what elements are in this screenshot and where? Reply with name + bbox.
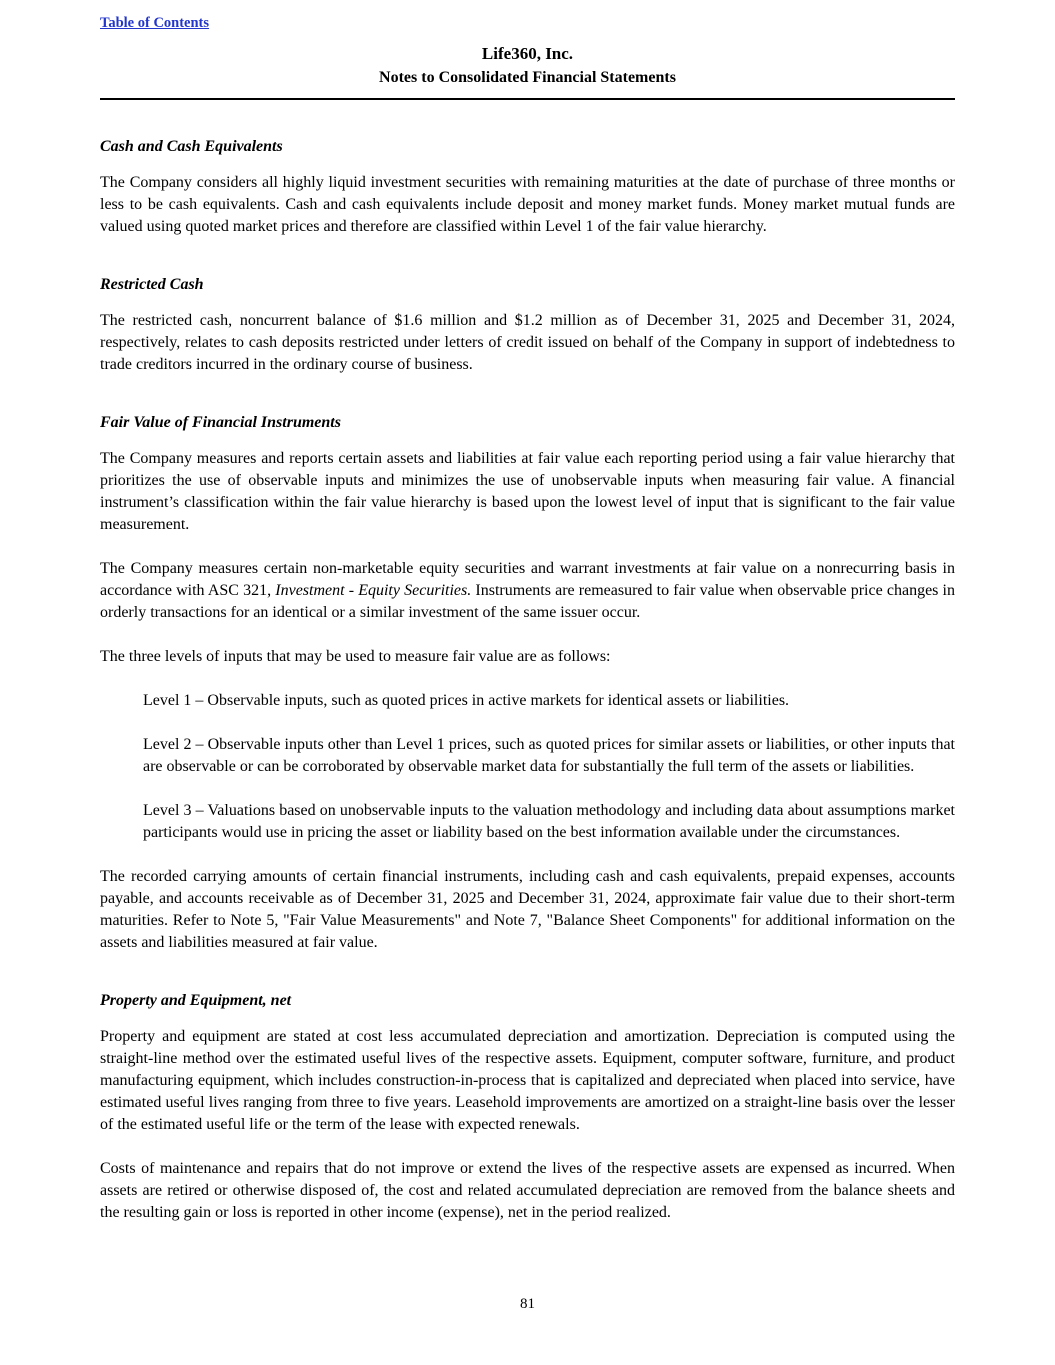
- section-heading-restricted-cash: Restricted Cash: [100, 276, 204, 293]
- table-of-contents-link[interactable]: Table of Contents: [100, 15, 210, 31]
- paragraph-level-3: Level 3 – Valuations based on unobservable inputs to the valuation methodology and including data about assumptions market participants would use in pricing the asset or liability based on the best information available under the circumstances.: [143, 802, 955, 841]
- page-number: 81: [520, 1296, 535, 1312]
- section-heading-cash-and-cash-equivalents: Cash and Cash Equivalents: [100, 138, 283, 155]
- paragraph-level-1: Level 1 – Observable inputs, such as quoted prices in active markets for identical assets or liabilities.: [143, 692, 790, 709]
- document-header: [100, 42, 955, 90]
- paragraph-cash-equivalents: The Company considers all highly liquid investment securities with remaining maturities at the date of purchase of three months or less to be cash equivalents. Cash and cash equivalents include deposit and money market funds. Money market mutual funds are valued using quoted market prices and therefore are classified within Level 1 of the fair value hierarchy.: [100, 174, 955, 235]
- paragraph-fair-value-4: The recorded carrying amounts of certain financial instruments, including cash and cash equivalents, prepaid expenses, accounts payable, and accounts receivable as of December 31, 2025 and December 31, 2024, approximate fair value due to their short-term maturities. Refer to Note 5, "Fair Value Measurements" and Note 7, "Balance Sheet Components" for additional information on the assets and liabilities measured at fair value.: [100, 868, 955, 951]
- paragraph-fair-value-2-lead: The Company measures certain non-marketable equity securities and warrant investments at fair value on a nonrecurring basis in accordance with ASC 321,: [100, 560, 955, 599]
- paragraph-fair-value-intro: The three levels of inputs that may be used to measure fair value are as follows:: [100, 648, 611, 665]
- header-divider: [100, 98, 955, 100]
- section-heading-property-equipment: Property and Equipment, net: [100, 992, 292, 1009]
- document-title: Notes to Consolidated Financial Statements: [379, 69, 676, 86]
- paragraph-fair-value-1: The Company measures and reports certain assets and liabilities at fair value each reporting period using a fair value hierarchy that prioritizes the use of observable inputs and minimizes the use of unobservable inputs when measuring fair value. A financial instrument’s classification within the fair value hierarchy is based upon the lowest level of input that is significant to the fair value measurement.: [100, 450, 955, 533]
- paragraph-restricted-cash: The restricted cash, noncurrent balance of $1.6 million and $1.2 million as of December 31, 2025 and December 31, 2024, respectively, relates to cash deposits restricted under letters of credit issued on behalf of the Company in support of indebtedness to trade creditors incurred in the ordinary course of business.: [100, 312, 955, 373]
- paragraph-fair-value-2-tail: Instruments are remeasured to fair value when observable price changes in orderly transactions for an identical or a similar investment of the same issuer occur.: [100, 582, 955, 621]
- paragraph-fair-value-2-citation: Investment - Equity Securities.: [275, 582, 472, 599]
- company-title: Life360, Inc.: [481, 44, 574, 63]
- section-heading-fair-value: Fair Value of Financial Instruments: [100, 414, 341, 431]
- paragraph-level-2: Level 2 – Observable inputs other than Level 1 prices, such as quoted prices for similar assets or liabilities, or other inputs that are observable or can be corroborated by observable market data for substantially the full term of the assets or liabilities.: [143, 736, 955, 775]
- paragraph-property-equipment-2: Costs of maintenance and repairs that do not improve or extend the lives of the respective assets are expensed as incurred. When assets are retired or otherwise disposed of, the cost and related accumulated depreciation are removed from the balance sheets and the resulting gain or loss is reported in other income (expense), net in the period realized.: [100, 1160, 955, 1221]
- paragraph-fair-value-2: [100, 558, 955, 624]
- paragraph-property-equipment-1: Property and equipment are stated at cost less accumulated depreciation and amortization. Depreciation is computed using the straight-line method over the estimated useful lives of the respective assets. Equipment, computer software, furniture, and product manufacturing equipment, which includes construction-in-process that is capitalized and depreciated when placed into service, have estimated useful lives ranging from three to five years. Leasehold improvements are amortized on a straight-line basis over the lesser of the estimated useful life or the term of the lease with expected renewals.: [100, 1028, 955, 1133]
